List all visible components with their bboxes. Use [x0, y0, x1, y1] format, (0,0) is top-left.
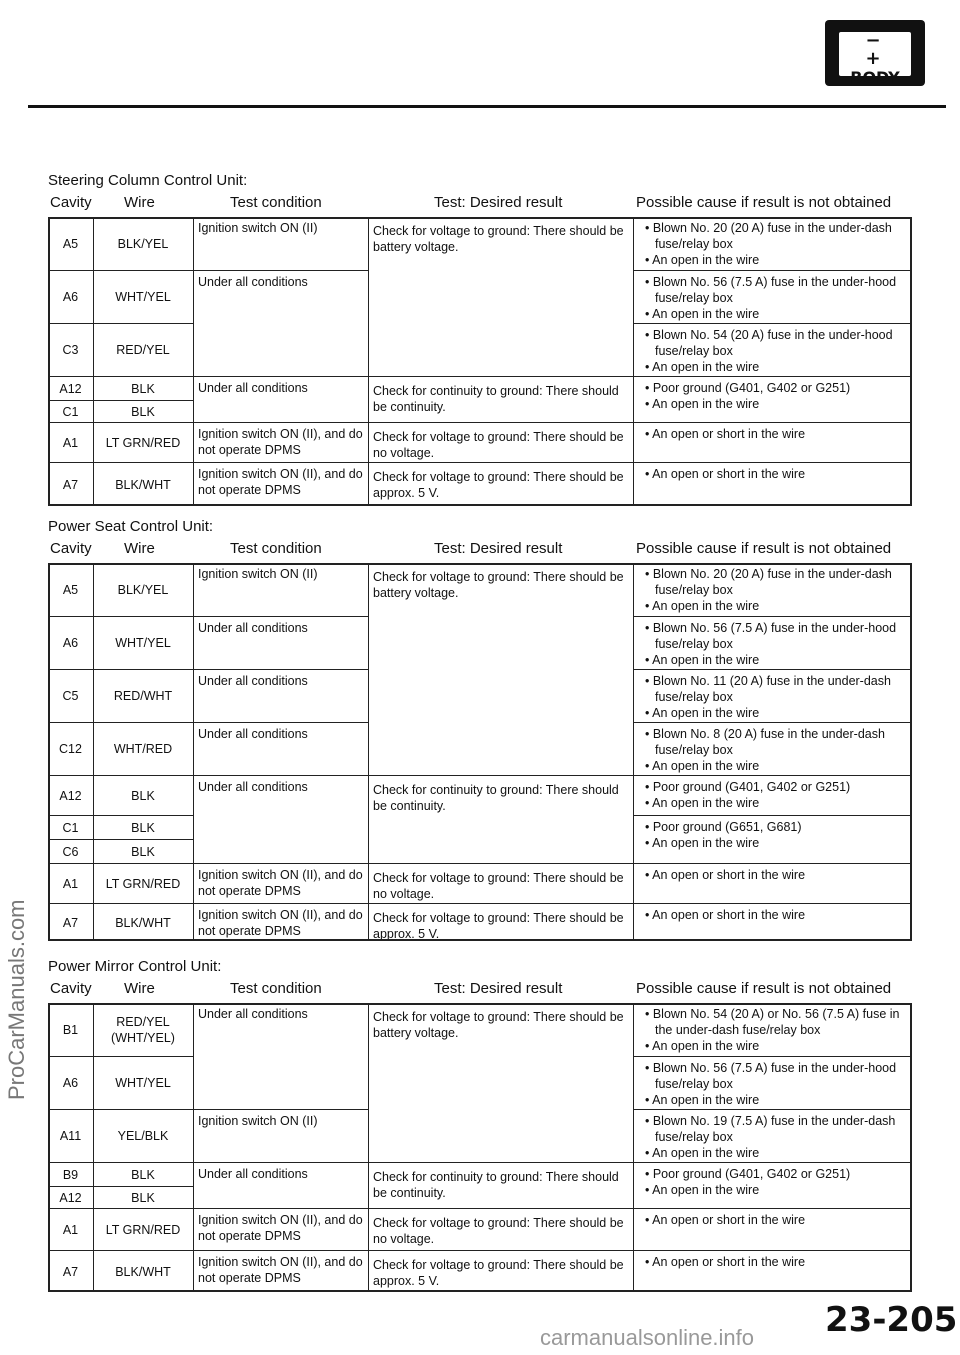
- cause-line: • Blown No. 56 (7.5 A) fuse in the under-hood fuse/relay box: [645, 621, 897, 651]
- battery-terminal-icon: − +: [865, 30, 895, 69]
- cause-line: • An open in the wire: [645, 796, 760, 810]
- cause-line: • An open in the wire: [645, 253, 760, 267]
- wire-cell: RED/YEL (WHT/YEL): [111, 1014, 175, 1045]
- cause-line: • An open in the wire: [645, 599, 760, 613]
- test-condition-cell: Under all conditions: [193, 775, 368, 863]
- side-watermark: ProCarManuals.com: [4, 899, 29, 1100]
- header-test-desired: Test: Desired result: [434, 194, 563, 211]
- cause-line: • An open in the wire: [645, 1039, 760, 1053]
- cavity-cell: C6: [48, 839, 93, 863]
- cause-line: • Blown No. 56 (7.5 A) fuse in the under-hood fuse/relay box: [645, 275, 897, 305]
- desired-result-cell: Check for voltage to ground: There should be battery voltage.: [373, 570, 624, 600]
- wire-cell: YEL/BLK: [93, 1109, 193, 1162]
- desired-result-cell: Check for voltage to ground: There should be no voltage.: [368, 422, 633, 462]
- section-0: [48, 172, 912, 506]
- cavity-cell: A12: [48, 1186, 93, 1208]
- test-condition-cell: Under all conditions: [193, 722, 368, 775]
- test-condition-cell: Ignition switch ON (II), and do not operate DPMS: [193, 422, 368, 462]
- cause-line: • An open in the wire: [645, 759, 760, 773]
- wire-cell: BLK: [93, 400, 193, 422]
- desired-result-cell: Check for voltage to ground: There should be battery voltage.: [373, 224, 624, 254]
- cause-line: • Poor ground (G401, G402 or G251): [645, 381, 851, 395]
- cavity-cell: C12: [48, 722, 93, 775]
- cause-line: • An open or short in the wire: [645, 908, 806, 922]
- badge-label: BODY: [850, 68, 900, 87]
- desired-result-cell: Check for continuity to ground: There should be continuity.: [368, 376, 633, 422]
- wire-cell: BLK/YEL: [117, 582, 169, 597]
- cavity-cell: A7: [48, 462, 93, 506]
- cause-line: • An open in the wire: [645, 706, 760, 720]
- cause-line: • Poor ground (G401, G402 or G251): [645, 1167, 851, 1181]
- page-number: 23-205: [825, 1300, 958, 1340]
- desired-result-cell: Check for voltage to ground: There should be no voltage.: [368, 863, 633, 903]
- header-possible-cause: Possible cause if result is not obtained: [636, 980, 892, 997]
- cause-line: • An open or short in the wire: [645, 1255, 806, 1269]
- wire-cell: BLK: [93, 1162, 193, 1186]
- wire-cell: WHT/YEL: [93, 616, 193, 669]
- test-condition-cell: Under all conditions: [198, 1007, 308, 1021]
- section-table: [48, 217, 912, 506]
- wire-cell: LT GRN/RED: [93, 1208, 193, 1250]
- desired-result-cell: Check for voltage to ground: There should be approx. 5 V.: [368, 903, 633, 941]
- cause-line: • An open in the wire: [645, 397, 760, 411]
- cause-line: • An open in the wire: [645, 1146, 760, 1160]
- cavity-cell: A12: [48, 376, 93, 400]
- wire-cell: BLK: [93, 839, 193, 863]
- cause-line: • An open or short in the wire: [645, 868, 806, 882]
- test-condition-cell: Ignition switch ON (II): [198, 567, 318, 581]
- cause-line: • An open in the wire: [645, 653, 760, 667]
- footer-watermark: carmanualsonline.info: [540, 1325, 755, 1350]
- section-table: [48, 563, 912, 941]
- header-test-condition: Test condition: [230, 980, 322, 997]
- wire-cell: RED/YEL: [93, 323, 193, 376]
- test-condition-cell: Ignition switch ON (II), and do not operate DPMS: [193, 863, 368, 903]
- header-test-desired: Test: Desired result: [434, 980, 563, 997]
- cause-line: • Blown No. 19 (7.5 A) fuse in the under-dash fuse/relay box: [645, 1114, 896, 1144]
- cause-line: • Blown No. 54 (20 A) fuse in the under-hood fuse/relay box: [645, 328, 893, 358]
- cavity-cell: A1: [48, 863, 93, 903]
- header-cavity: Cavity: [50, 194, 92, 211]
- desired-result-cell: Check for voltage to ground: There should be approx. 5 V.: [368, 1250, 633, 1292]
- section-title: Steering Column Control Unit:: [48, 172, 248, 189]
- table-border: [48, 217, 912, 506]
- header-possible-cause: Possible cause if result is not obtained: [636, 540, 892, 557]
- section-title: Power Mirror Control Unit:: [48, 958, 222, 975]
- cavity-cell: A7: [48, 903, 93, 941]
- wire-cell: RED/WHT: [93, 669, 193, 722]
- header-possible-cause: Possible cause if result is not obtained: [636, 194, 892, 211]
- section-title: Power Seat Control Unit:: [48, 518, 214, 535]
- wire-cell: LT GRN/RED: [93, 422, 193, 462]
- section-2: [48, 958, 912, 1292]
- desired-result-cell: Check for continuity to ground: There should be continuity.: [368, 775, 633, 863]
- wire-cell: BLK: [93, 775, 193, 815]
- cavity-cell: C1: [48, 815, 93, 839]
- cause-line: • Blown No. 54 (20 A) or No. 56 (7.5 A) fuse in the under-dash fuse/relay box: [645, 1007, 900, 1037]
- cavity-cell: A6: [48, 270, 93, 323]
- wire-cell: BLK/WHT: [93, 1250, 193, 1292]
- cavity-cell: A12: [48, 775, 93, 815]
- cause-line: • Poor ground (G401, G402 or G251): [645, 780, 851, 794]
- cause-line: • Poor ground (G651, G681): [645, 820, 802, 834]
- wire-cell: BLK: [93, 815, 193, 839]
- cause-line: • Blown No. 11 (20 A) fuse in the under-dash fuse/relay box: [645, 674, 891, 704]
- header-test-condition: Test condition: [230, 540, 322, 557]
- cause-line: • An open in the wire: [645, 1093, 760, 1107]
- wire-cell: WHT/YEL: [93, 270, 193, 323]
- desired-result-cell: Check for voltage to ground: There should be no voltage.: [368, 1208, 633, 1250]
- table-border: [48, 1003, 912, 1292]
- test-condition-cell: Under all conditions: [193, 1162, 368, 1208]
- test-condition-cell: Ignition switch ON (II): [193, 1109, 368, 1162]
- cause-line: • An open in the wire: [645, 307, 760, 321]
- cause-line: • An open in the wire: [645, 360, 760, 374]
- cause-line: • Blown No. 8 (20 A) fuse in the under-dash fuse/relay box: [645, 727, 885, 757]
- wire-cell: BLK: [93, 376, 193, 400]
- cavity-cell: A6: [48, 1056, 93, 1109]
- wire-cell: BLK/WHT: [93, 903, 193, 941]
- table-border: [48, 563, 912, 941]
- header-cavity: Cavity: [50, 540, 92, 557]
- test-condition-cell: Under all conditions: [193, 376, 368, 422]
- cavity-cell: C1: [48, 400, 93, 422]
- wire-cell: BLK: [93, 1186, 193, 1208]
- cause-line: • An open or short in the wire: [645, 427, 806, 441]
- cavity-cell: A6: [48, 616, 93, 669]
- wire-cell: WHT/RED: [93, 722, 193, 775]
- cause-line: • Blown No. 56 (7.5 A) fuse in the under-hood fuse/relay box: [645, 1061, 897, 1091]
- cause-line: • An open or short in the wire: [645, 1213, 806, 1227]
- cavity-cell: A1: [48, 422, 93, 462]
- test-condition-cell: Under all conditions: [193, 616, 368, 669]
- cavity-cell: A7: [48, 1250, 93, 1292]
- cause-line: • An open or short in the wire: [645, 467, 806, 481]
- cavity-cell: B9: [48, 1162, 93, 1186]
- test-condition-cell: Ignition switch ON (II): [198, 221, 318, 235]
- cavity-cell: A1: [48, 1208, 93, 1250]
- test-condition-cell: Ignition switch ON (II), and do not operate DPMS: [193, 903, 368, 941]
- desired-result-cell: Check for continuity to ground: There should be continuity.: [368, 1162, 633, 1208]
- wire-cell: LT GRN/RED: [93, 863, 193, 903]
- cavity-cell: A5: [62, 236, 79, 251]
- section-1: [48, 518, 912, 941]
- header-wire: Wire: [124, 540, 155, 557]
- test-condition-cell: Ignition switch ON (II), and do not operate DPMS: [193, 1250, 368, 1292]
- header-wire: Wire: [124, 980, 155, 997]
- wire-cell: BLK/YEL: [117, 236, 169, 251]
- test-condition-cell: Ignition switch ON (II), and do not operate DPMS: [193, 1208, 368, 1250]
- wire-cell: WHT/YEL: [93, 1056, 193, 1109]
- cause-line: • Blown No. 20 (20 A) fuse in the under-dash fuse/relay box: [645, 567, 892, 597]
- header-wire: Wire: [124, 194, 155, 211]
- desired-result-cell: Check for voltage to ground: There should be approx. 5 V.: [368, 462, 633, 506]
- cause-line: • An open in the wire: [645, 1183, 760, 1197]
- section-table: [48, 1003, 912, 1292]
- cavity-cell: C5: [48, 669, 93, 722]
- header-rule: [28, 105, 946, 108]
- test-condition-cell: Under all conditions: [193, 669, 368, 722]
- cavity-cell: A5: [62, 582, 79, 597]
- header-test-condition: Test condition: [230, 194, 322, 211]
- wire-cell: BLK/WHT: [93, 462, 193, 506]
- body-battery-badge: [825, 20, 925, 86]
- cavity-cell: B1: [62, 1022, 79, 1037]
- test-condition-cell: Under all conditions: [193, 270, 368, 376]
- cavity-cell: A11: [48, 1109, 93, 1162]
- header-test-desired: Test: Desired result: [434, 540, 563, 557]
- cause-line: • An open in the wire: [645, 836, 760, 850]
- cavity-cell: C3: [48, 323, 93, 376]
- header-cavity: Cavity: [50, 980, 92, 997]
- test-condition-cell: Ignition switch ON (II), and do not operate DPMS: [193, 462, 368, 506]
- desired-result-cell: Check for voltage to ground: There should be battery voltage.: [373, 1010, 624, 1040]
- cause-line: • Blown No. 20 (20 A) fuse in the under-dash fuse/relay box: [645, 221, 892, 251]
